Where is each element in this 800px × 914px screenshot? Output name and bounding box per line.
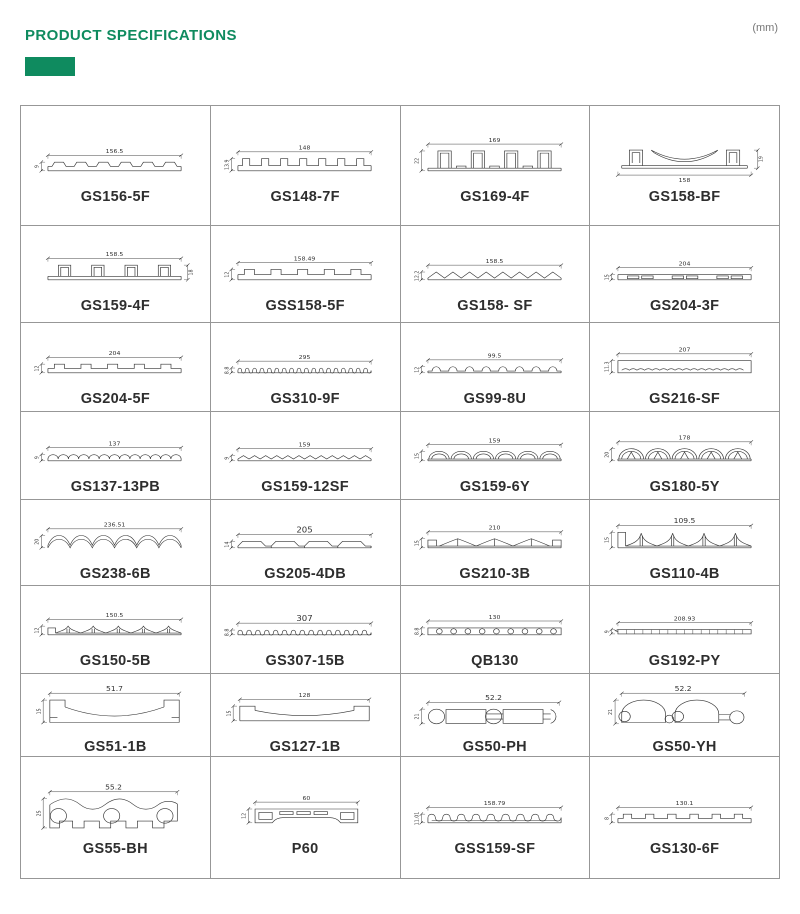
product-cell — [21, 586, 211, 674]
profile-drawing — [407, 503, 583, 565]
svg-text:12: 12 — [224, 271, 231, 278]
svg-text:9: 9 — [34, 456, 41, 460]
svg-text:21: 21 — [607, 708, 614, 715]
svg-text:169: 169 — [488, 138, 501, 144]
svg-text:60: 60 — [302, 796, 311, 802]
product-cell — [211, 757, 401, 879]
svg-text:205: 205 — [296, 524, 313, 535]
product-code: GS159-6Y — [459, 479, 530, 495]
product-code: GS50-PH — [462, 738, 527, 755]
product-cell — [401, 323, 591, 412]
product-cell — [21, 674, 211, 757]
product-code: GS156-5F — [80, 189, 151, 205]
svg-text:9: 9 — [224, 456, 231, 460]
svg-text:130: 130 — [488, 615, 501, 621]
svg-text:150.5: 150.5 — [106, 613, 124, 620]
product-cell — [211, 106, 401, 226]
profile-drawing — [407, 328, 583, 390]
svg-text:236.51: 236.51 — [104, 522, 126, 529]
product-code: GS150-5B — [79, 653, 151, 669]
profile-drawing — [217, 590, 393, 652]
svg-text:18: 18 — [188, 268, 196, 275]
product-code: GS192-PY — [648, 653, 721, 669]
product-code: GS204-3F — [649, 297, 720, 314]
product-cell — [590, 757, 780, 879]
svg-text:156.5: 156.5 — [106, 149, 124, 156]
product-cell — [401, 500, 591, 586]
product-code: GS169-4F — [460, 189, 530, 205]
title-accent-bar — [25, 57, 75, 76]
profile-drawing — [407, 235, 583, 297]
svg-text:9: 9 — [34, 164, 41, 168]
svg-text:8: 8 — [603, 816, 611, 820]
product-cell — [21, 757, 211, 879]
profile-drawing — [217, 778, 393, 840]
svg-text:210: 210 — [488, 525, 501, 532]
product-cell — [401, 586, 591, 674]
profile-drawing — [597, 590, 773, 652]
profile-drawing — [597, 676, 773, 738]
svg-text:137: 137 — [109, 441, 121, 448]
svg-text:8.8: 8.8 — [224, 628, 231, 637]
product-cell — [401, 226, 591, 323]
product-code: GS210-3B — [459, 566, 531, 582]
product-code: QB130 — [471, 653, 519, 669]
product-cell — [590, 106, 780, 226]
svg-text:128: 128 — [298, 692, 311, 699]
svg-text:22: 22 — [414, 157, 421, 164]
profile-drawing — [407, 778, 583, 840]
product-code: GSS158-5F — [265, 297, 345, 314]
profile-drawing — [597, 778, 773, 840]
product-cell — [21, 106, 211, 226]
profile-drawing — [597, 235, 773, 297]
product-cell — [590, 226, 780, 323]
product-code: GS307-15B — [265, 653, 345, 669]
svg-text:55.2: 55.2 — [105, 782, 123, 792]
profile-drawing — [217, 328, 393, 390]
product-code: GS99-8U — [463, 390, 527, 407]
product-code: GS51-1B — [84, 738, 147, 755]
svg-text:15: 15 — [603, 273, 611, 280]
svg-text:208.93: 208.93 — [673, 616, 695, 623]
product-code: P60 — [291, 841, 319, 857]
svg-text:15: 15 — [36, 707, 43, 714]
product-code: GS158-BF — [648, 189, 721, 205]
svg-text:8.8: 8.8 — [224, 366, 231, 374]
svg-text:25: 25 — [36, 810, 43, 817]
product-code: GS310-9F — [270, 390, 340, 407]
product-cell — [211, 674, 401, 757]
spec-grid — [20, 105, 780, 879]
profile-drawing — [27, 126, 203, 188]
profile-drawing — [27, 778, 203, 840]
product-code: GS204-5F — [80, 390, 151, 407]
profile-drawing — [217, 676, 393, 738]
product-cell — [21, 226, 211, 323]
profile-drawing — [597, 328, 773, 390]
profile-drawing — [407, 676, 583, 738]
product-cell — [21, 500, 211, 586]
profile-drawing — [407, 416, 583, 478]
product-cell — [211, 500, 401, 586]
page-title: PRODUCT SPECIFICATIONS — [25, 27, 237, 44]
svg-text:12: 12 — [34, 627, 41, 634]
profile-drawing — [597, 503, 773, 565]
svg-text:52.2: 52.2 — [484, 692, 502, 702]
svg-text:158: 158 — [678, 178, 691, 184]
product-code: GS55-BH — [82, 841, 148, 857]
svg-text:158.49: 158.49 — [293, 256, 316, 262]
product-cell — [211, 323, 401, 412]
product-cell — [401, 674, 591, 757]
svg-text:178: 178 — [678, 435, 691, 442]
product-code: GS159-12SF — [261, 479, 349, 495]
profile-drawing — [597, 126, 773, 188]
product-code: GSS159-SF — [454, 841, 536, 857]
profile-drawing — [27, 676, 203, 738]
profile-drawing — [597, 416, 773, 478]
product-code: GS180-5Y — [649, 479, 720, 495]
product-code: GS50-YH — [652, 738, 717, 755]
product-cell — [401, 106, 591, 226]
product-cell — [401, 412, 591, 500]
svg-text:158.79: 158.79 — [483, 801, 506, 808]
unit-label: (mm) — [752, 22, 778, 34]
svg-text:158.5: 158.5 — [485, 258, 504, 265]
product-cell — [21, 323, 211, 412]
product-code: GS137-13PB — [70, 479, 160, 495]
product-cell — [590, 500, 780, 586]
svg-text:20: 20 — [34, 538, 41, 545]
svg-text:148: 148 — [298, 145, 311, 152]
product-code: GS158- SF — [457, 297, 533, 314]
svg-text:52.2: 52.2 — [674, 683, 692, 693]
profile-drawing — [407, 590, 583, 652]
svg-text:9: 9 — [603, 630, 611, 634]
product-cell — [211, 586, 401, 674]
svg-text:158.5: 158.5 — [106, 251, 124, 258]
product-cell — [590, 412, 780, 500]
profile-drawing — [217, 126, 393, 188]
product-code: GS130-6F — [649, 841, 720, 857]
profile-drawing — [27, 328, 203, 390]
svg-text:204: 204 — [678, 261, 691, 267]
svg-text:11.01: 11.01 — [414, 811, 421, 826]
profile-drawing — [217, 235, 393, 297]
profile-drawing — [27, 590, 203, 652]
profile-drawing — [407, 126, 583, 188]
product-code: GS159-4F — [80, 297, 151, 314]
svg-text:8.8: 8.8 — [414, 627, 421, 636]
svg-text:159: 159 — [488, 438, 501, 445]
svg-text:12.2: 12.2 — [414, 270, 421, 281]
profile-drawing — [27, 416, 203, 478]
profile-drawing — [217, 503, 393, 565]
svg-text:19: 19 — [757, 156, 765, 163]
profile-drawing — [27, 503, 203, 565]
svg-text:15: 15 — [603, 537, 611, 544]
svg-text:15: 15 — [414, 453, 421, 460]
product-code: GS216-SF — [649, 390, 721, 407]
profile-drawing — [217, 416, 393, 478]
svg-text:295: 295 — [298, 354, 311, 361]
product-code: GS238-6B — [79, 566, 151, 582]
profile-drawing — [27, 235, 203, 297]
svg-text:99.5: 99.5 — [487, 353, 502, 360]
svg-text:130.1: 130.1 — [675, 801, 693, 808]
product-cell — [590, 323, 780, 412]
svg-text:20: 20 — [603, 451, 611, 458]
svg-text:11.3: 11.3 — [603, 360, 611, 372]
product-cell — [590, 674, 780, 757]
svg-text:12: 12 — [241, 812, 248, 819]
product-code: GS127-1B — [269, 738, 341, 755]
svg-text:204: 204 — [109, 350, 121, 357]
svg-text:21: 21 — [414, 712, 421, 719]
product-code: GS205-4DB — [264, 566, 346, 582]
svg-text:12: 12 — [34, 364, 41, 371]
product-code: GS110-4B — [649, 566, 720, 582]
svg-text:12: 12 — [414, 366, 421, 373]
product-code: GS148-7F — [270, 189, 340, 205]
svg-text:307: 307 — [296, 613, 313, 623]
svg-text:51.7: 51.7 — [106, 683, 124, 693]
page-header — [0, 0, 800, 105]
product-cell — [211, 226, 401, 323]
svg-text:13.9: 13.9 — [224, 159, 231, 171]
svg-text:159: 159 — [298, 442, 311, 449]
svg-text:207: 207 — [678, 347, 691, 354]
product-cell — [590, 586, 780, 674]
product-cell — [211, 412, 401, 500]
svg-text:15: 15 — [414, 540, 421, 547]
product-cell — [21, 412, 211, 500]
svg-text:15: 15 — [226, 709, 233, 716]
svg-text:109.5: 109.5 — [673, 516, 696, 526]
product-cell — [401, 757, 591, 879]
svg-text:14: 14 — [224, 541, 231, 548]
